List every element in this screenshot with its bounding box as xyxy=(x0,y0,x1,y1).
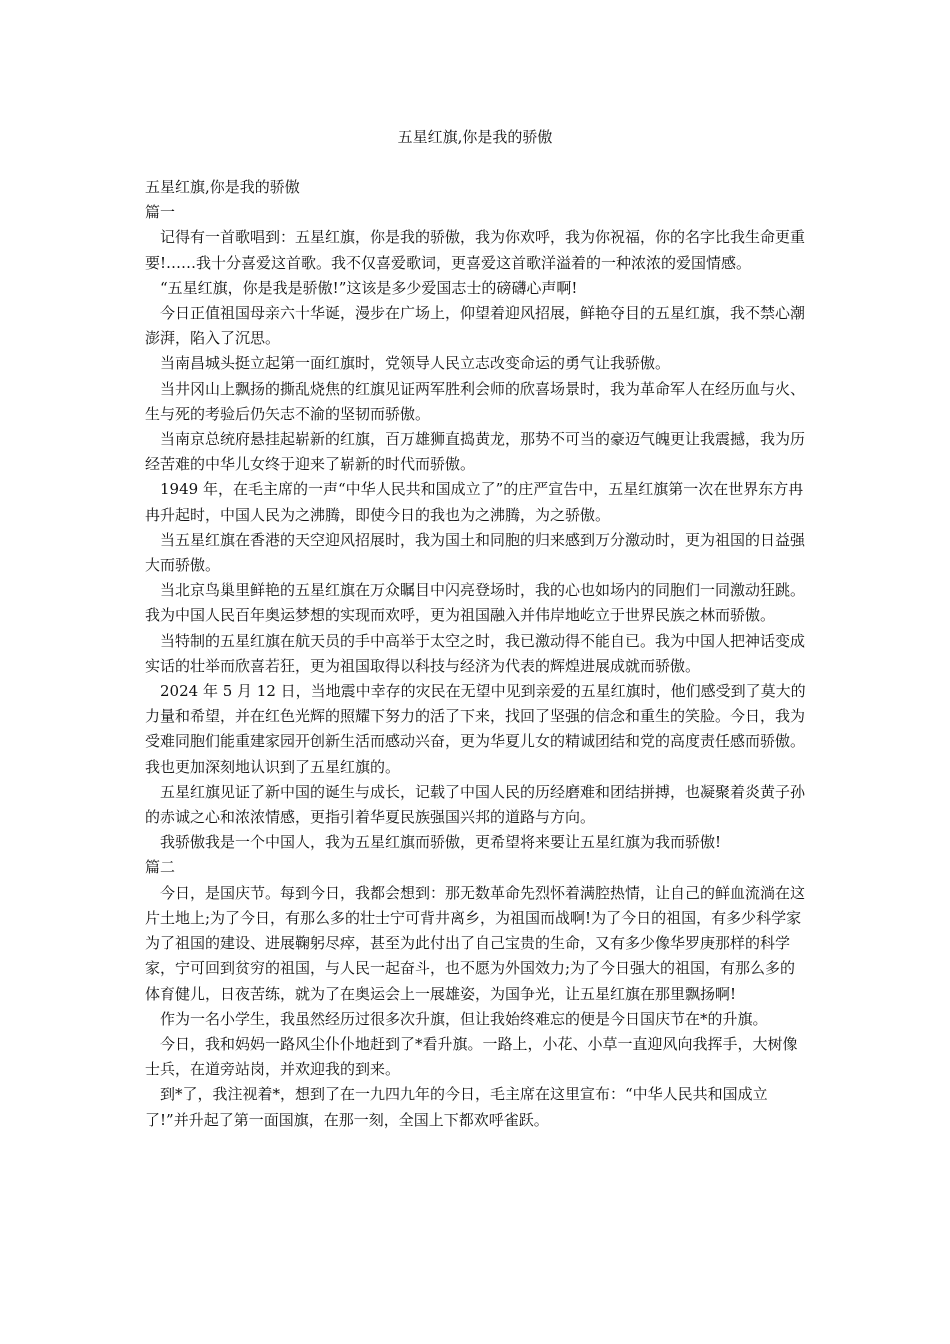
paragraph: 当特制的五星红旗在航天员的手中高举于太空之时，我已激动得不能自已。我为中国人把神话变成实话的壮举而欣喜若狂，更为祖国取得以科技与经济为代表的辉煌进展成就而骄傲。 xyxy=(145,631,806,675)
paragraph: 当南京总统府悬挂起崭新的红旗，百万雄狮直捣黄龙，那势不可当的豪迈气魄更让我震撼，我为历经苦难的中华儿女终于迎来了崭新的时代而骄傲。 xyxy=(145,430,806,474)
paragraph: 2024 年 5 月 12 日，当地震中幸存的灾民在无望中见到亲爱的五星红旗时，他们感受到了莫大的力量和希望，并在红色光辉的照耀下努力的活了下来，找回了坚强的信念和重生的笑脸。今日，我为受难同胞们能重建家园开创新生活而感动兴奋，更为华夏儿女的精诚团结和党的高度责任感而骄傲。我也更加深刻地认识到了五星红旗的。 xyxy=(145,682,806,776)
paragraph: 今日，是国庆节。每到今日，我都会想到：那无数革命先烈怀着满腔热情，让自己的鲜血流淌在这片土地上;为了今日，有那么多的壮士宁可背井离乡，为祖国而战啊!为了今日的祖国，有多少科学家为了祖国的建设、进展鞠躬尽瘁，甚至为此付出了自己宝贵的生命，又有多少像华罗庚那样的科学家，宁可回到贫穷的祖国，与人民一起奋斗，也不愿为外国效力;为了今日强大的祖国，有那么多的体育健儿，日夜苦练，就为了在奥运会上一展雄姿，为国争光，让五星红旗在那里飘扬啊! xyxy=(145,883,806,1003)
paragraph: “五星红旗，你是我是骄傲!”这该是多少爱国志士的磅礴心声啊! xyxy=(160,278,578,297)
paragraph: 五星红旗见证了新中国的诞生与成长，记载了中国人民的历经磨难和团结拼搏，也凝聚着炎黄子孙的赤诚之心和浓浓情感，更指引着华夏民族强国兴邦的道路与方向。 xyxy=(145,782,806,827)
paragraph: 今日，我和妈妈一路风尘仆仆地赶到了*看升旗。一路上，小花、小草一直迎风向我挥手，大树像士兵，在道旁站岗，并欢迎我的到来。 xyxy=(145,1034,798,1079)
paragraph: 今日正值祖国母亲六十华诞，漫步在广场上，仰望着迎风招展，鲜艳夺目的五星红旗，我不禁心潮澎湃，陷入了沉思。 xyxy=(145,304,806,348)
paragraph: 到*了，我注视着*，想到了在一九四九年的今日，毛主席在这里宣布：“中华人民共和国成立了!”并升起了第一面国旗，在那一刻，全国上下都欢呼雀跃。 xyxy=(145,1085,768,1129)
paragraph: 记得有一首歌唱到：五星红旗，你是我的骄傲，我为你欢呼，我为你祝福，你的名字比我生命更重要!……我十分喜爱这首歌。我不仅喜爱歌词，更喜爱这首歌洋溢着的一种浓浓的爱国情感。 xyxy=(145,228,806,272)
paragraph: 当井冈山上飘扬的撕乱烧焦的红旗见证两军胜利会师的欣喜场景时，我为革命军人在经历血与火、生与死的考验后仍矢志不渝的坚韧而骄傲。 xyxy=(145,379,806,423)
paragraph: 当北京鸟巢里鲜艳的五星红旗在万众瞩目中闪亮登场时，我的心也如场内的同胞们一同激动狂跳。我为中国人民百年奥运梦想的实现而欢呼，更为祖国融入并伟岸地屹立于世界民族之林而骄傲。 xyxy=(145,581,806,625)
section-heading: 篇二 xyxy=(145,858,176,877)
page-title: 五星红旗,你是我的骄傲 xyxy=(397,128,553,146)
paragraph: 当南昌城头挺立起第一面红旗时，党领导人民立志改变命运的勇气让我骄傲。 xyxy=(160,354,671,373)
paragraph: 作为一名小学生，我虽然经历过很多次升旗，但让我始终难忘的便是今日国庆节在*的升旗。 xyxy=(160,1009,768,1028)
section-heading: 篇一 xyxy=(145,203,176,222)
paragraph: 我骄傲我是一个中国人，我为五星红旗而骄傲，更希望将来要让五星红旗为我而骄傲! xyxy=(160,833,722,852)
document-subtitle: 五星红旗,你是我的骄傲 xyxy=(145,178,300,196)
document-body xyxy=(145,175,807,1133)
paragraph: 1949 年，在毛主席的一声“中华人民共和国成立了”的庄严宣告中，五星红旗第一次在世界东方冉冉升起时，中国人民为之沸腾，即使今日的我也为之沸腾，为之骄傲。 xyxy=(145,480,804,524)
paragraph: 当五星红旗在香港的天空迎风招展时，我为国土和同胞的归来感到万分激动时，更为祖国的日益强大而骄傲。 xyxy=(145,530,806,575)
